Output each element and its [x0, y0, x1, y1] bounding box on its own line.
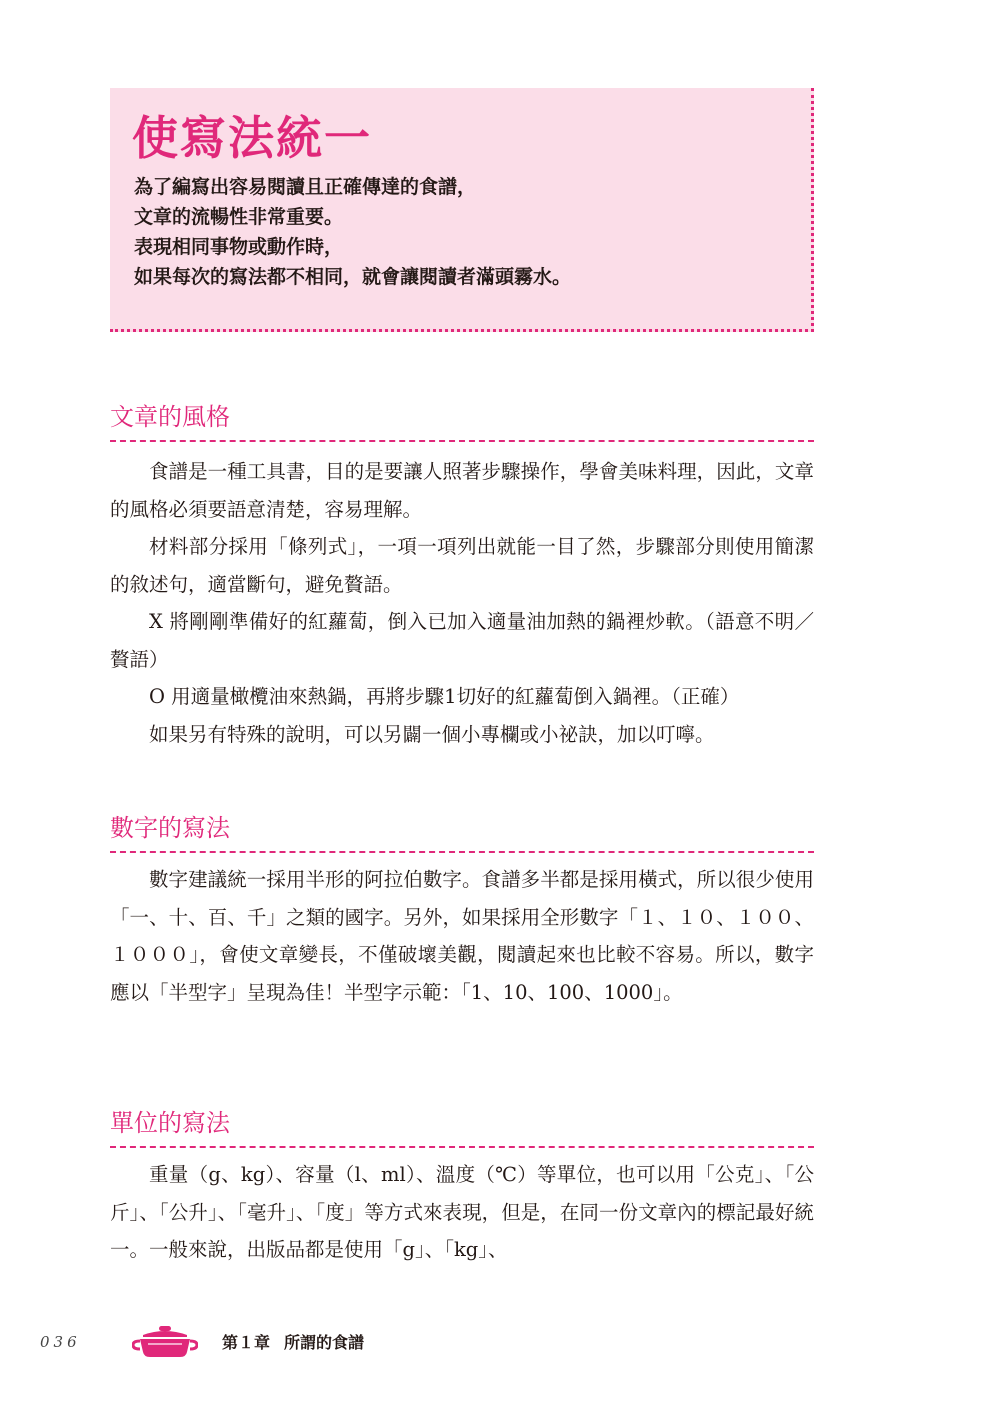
chapter-number: 第１章: [222, 1333, 271, 1352]
intro-line: 如果每次的寫法都不相同，就會讓閱讀者滿頭霧水。: [134, 266, 572, 288]
example-wrong: X 將剛剛準備好的紅蘿蔔，倒入已加入適量油加熱的鍋裡炒軟。（語意不明／贅語）: [110, 610, 814, 671]
paragraph: 食譜是一種工具書，目的是要讓人照著步驟操作，學會美味料理，因此，文章的風格必須要語意清楚，容易理解。: [110, 460, 814, 521]
intro-title: 使寫法統一: [132, 111, 372, 165]
paragraph: 重量（g、kg）、容量（l、ml）、溫度（℃）等單位，也可以用「公克」、「公斤」、「公升」、「毫升」、「度」等方式來表現，但是，在同一份文章內的標記最好統一。一般來說，出版品都是使用「g」、「kg」、: [110, 1163, 814, 1261]
intro-line: 表現相同事物或動作時，: [134, 236, 344, 258]
intro-line: 為了編寫出容易閱讀且正確傳達的食譜，: [134, 176, 477, 198]
section-divider: [110, 1146, 814, 1148]
paragraph: 材料部分採用「條列式」，一項一項列出就能一目了然，步驟部分則使用簡潔的敘述句，適當斷句，避免贅語。: [110, 535, 814, 596]
chapter-label: [222, 1330, 364, 1353]
cooking-pot-icon: [132, 1325, 198, 1363]
example-correct: O 用適量橄欖油來熱鍋，再將步驟1切好的紅蘿蔔倒入鍋裡。（正確）: [149, 685, 740, 708]
section-heading-units: 單位的寫法: [110, 1109, 230, 1137]
page-number: 036: [40, 1333, 81, 1351]
section-body-numbers: [110, 861, 814, 1011]
intro-text: [134, 172, 571, 292]
intro-box: [110, 88, 814, 332]
paragraph: 如果另有特殊的說明，可以另闢一個小專欄或小祕訣，加以叮嚀。: [149, 722, 715, 746]
section-heading-numbers: 數字的寫法: [110, 814, 230, 842]
page-footer: [0, 1325, 1000, 1365]
section-body-style: [110, 453, 814, 753]
section-body-units: [110, 1156, 814, 1269]
intro-line: 文章的流暢性非常重要。: [134, 206, 344, 228]
section-divider: [110, 851, 814, 853]
section-heading-style: 文章的風格: [110, 403, 230, 431]
chapter-title: 所謂的食譜: [284, 1333, 365, 1352]
section-divider: [110, 440, 814, 442]
paragraph: 數字建議統一採用半形的阿拉伯數字。食譜多半都是採用橫式，所以很少使用「一、十、百、千」之類的國字。另外，如果採用全形數字「１、１０、１００、１０００」，會使文章變長，不僅破壞美觀，閱讀起來也比較不容易。所以，數字應以「半型字」呈現為佳！半型字示範：「1、10、100、1000」。: [110, 868, 814, 1004]
